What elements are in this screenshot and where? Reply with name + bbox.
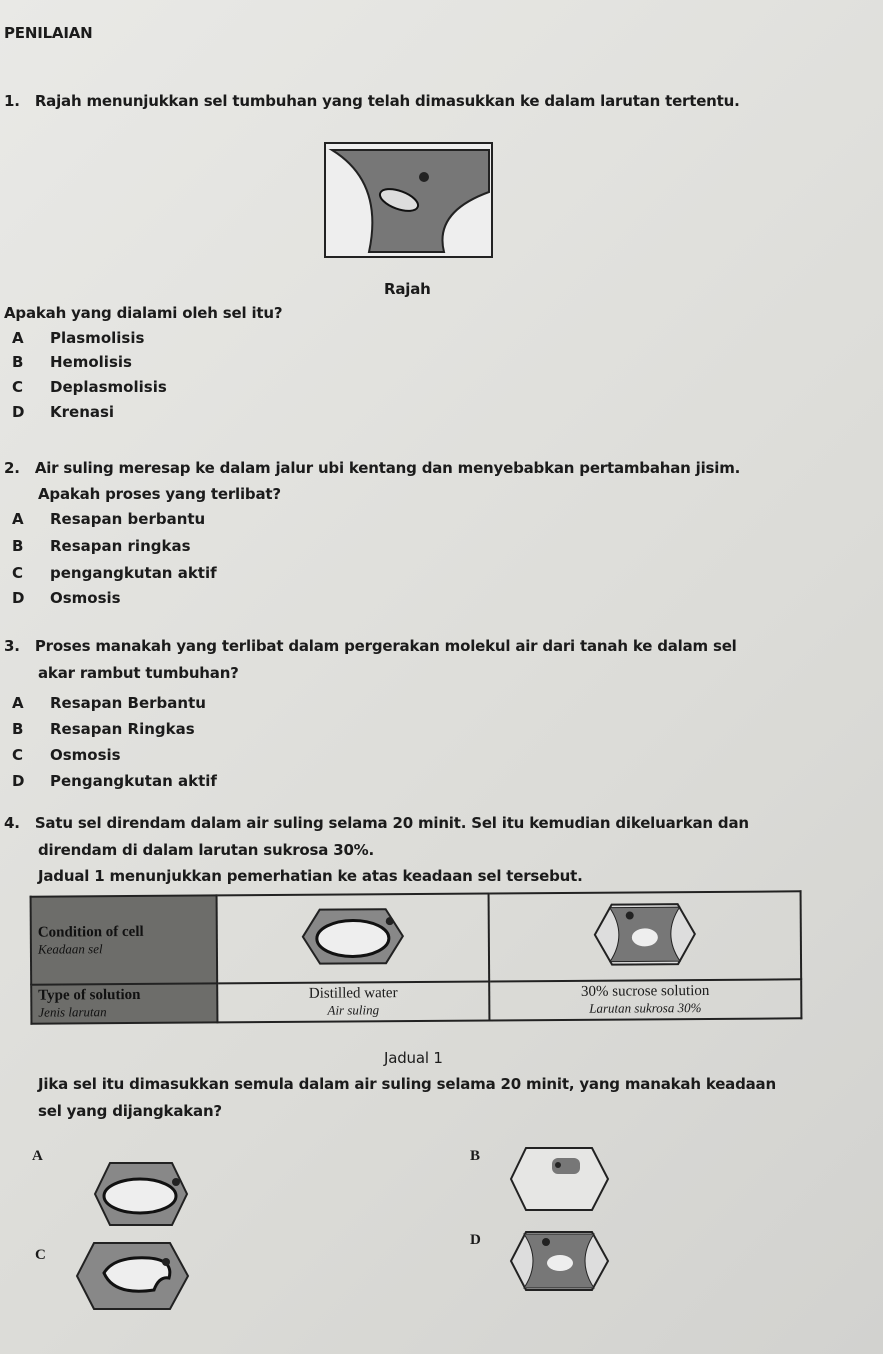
jadual-1-table — [30, 890, 803, 1024]
q3-option-a[interactable]: A Resapan Berbantu — [12, 694, 206, 712]
cell-distilled-water-image — [217, 893, 489, 983]
q3-option-d[interactable]: D Pengangkutan aktif — [12, 772, 217, 790]
q4-question-line2: sel yang dijangkakan? — [38, 1102, 222, 1120]
cell-sucrose-image — [488, 891, 801, 981]
q1-cell-figure — [324, 142, 494, 260]
q4-option-b-label[interactable]: B — [470, 1148, 481, 1164]
q4-option-b-cell[interactable] — [508, 1143, 612, 1215]
q1-option-c[interactable]: C Deplasmolisis — [12, 378, 167, 396]
turgid-cell-icon — [298, 901, 408, 972]
q4-option-d-cell[interactable] — [508, 1228, 612, 1294]
q4-text: 4. Satu sel direndam dalam air suling selama 20 minit. Sel itu kemudian dikeluarkan dan — [4, 814, 749, 832]
row-header-solution: Type of solution Jenis larutan — [31, 983, 217, 1023]
row-header-condition: Condition of cell Keadaan sel — [31, 895, 218, 984]
q4-text-line2: direndam di dalam larutan sukrosa 30%. — [38, 841, 375, 859]
q2-option-d[interactable]: D Osmosis — [12, 589, 121, 607]
q3-text-line2: akar rambut tumbuhan? — [38, 664, 239, 682]
q1-option-a[interactable]: A Plasmolisis — [12, 329, 145, 347]
q4-option-d-label[interactable]: D — [470, 1232, 481, 1248]
q1-option-b[interactable]: B Hemolisis — [12, 353, 132, 371]
q4-option-a-label[interactable]: A — [32, 1148, 43, 1164]
table-caption: Jadual 1 — [384, 1049, 443, 1067]
q2-option-c[interactable]: C pengangkutan aktif — [12, 564, 217, 582]
cell-sucrose-solution: 30% sucrose solution Larutan sukrosa 30% — [489, 979, 801, 1020]
q1-figure-caption: Rajah — [384, 280, 431, 298]
q3-option-c[interactable]: C Osmosis — [12, 746, 121, 764]
q2-text: 2. Air suling meresap ke dalam jalur ubi kentang dan menyebabkan pertambahan jisim. — [4, 459, 741, 477]
q2-option-b[interactable]: B Resapan ringkas — [12, 537, 191, 555]
q4-table-intro: Jadual 1 menunjukkan pemerhatian ke atas keadaan sel tersebut. — [38, 867, 583, 885]
cell-distilled-water: Distilled water Air suling — [217, 981, 489, 1022]
q4-option-c-cell[interactable] — [74, 1238, 192, 1314]
plasmolysed-cell-icon — [590, 899, 700, 970]
page-header: PENILAIAN — [4, 24, 93, 42]
q1-number: 1. — [4, 92, 20, 110]
q4-option-c-label[interactable]: C — [35, 1247, 46, 1263]
q4-option-a-cell[interactable] — [92, 1158, 190, 1230]
q1-question: Apakah yang dialami oleh sel itu? — [4, 304, 283, 322]
q4-question: Jika sel itu dimasukkan semula dalam air suling selama 20 minit, yang manakah keadaan — [38, 1075, 776, 1093]
q1-stem: Rajah menunjukkan sel tumbuhan yang telah dimasukkan ke dalam larutan tertentu. — [34, 92, 740, 110]
q3-text: 3. Proses manakah yang terlibat dalam pergerakan molekul air dari tanah ke dalam sel — [4, 637, 737, 655]
q1-text — [4, 92, 740, 110]
q2-question: Apakah proses yang terlibat? — [38, 485, 281, 503]
q1-option-d[interactable]: D Krenasi — [12, 403, 115, 421]
q2-option-a[interactable]: A Resapan berbantu — [12, 510, 206, 528]
q3-option-b[interactable]: B Resapan Ringkas — [12, 720, 195, 738]
